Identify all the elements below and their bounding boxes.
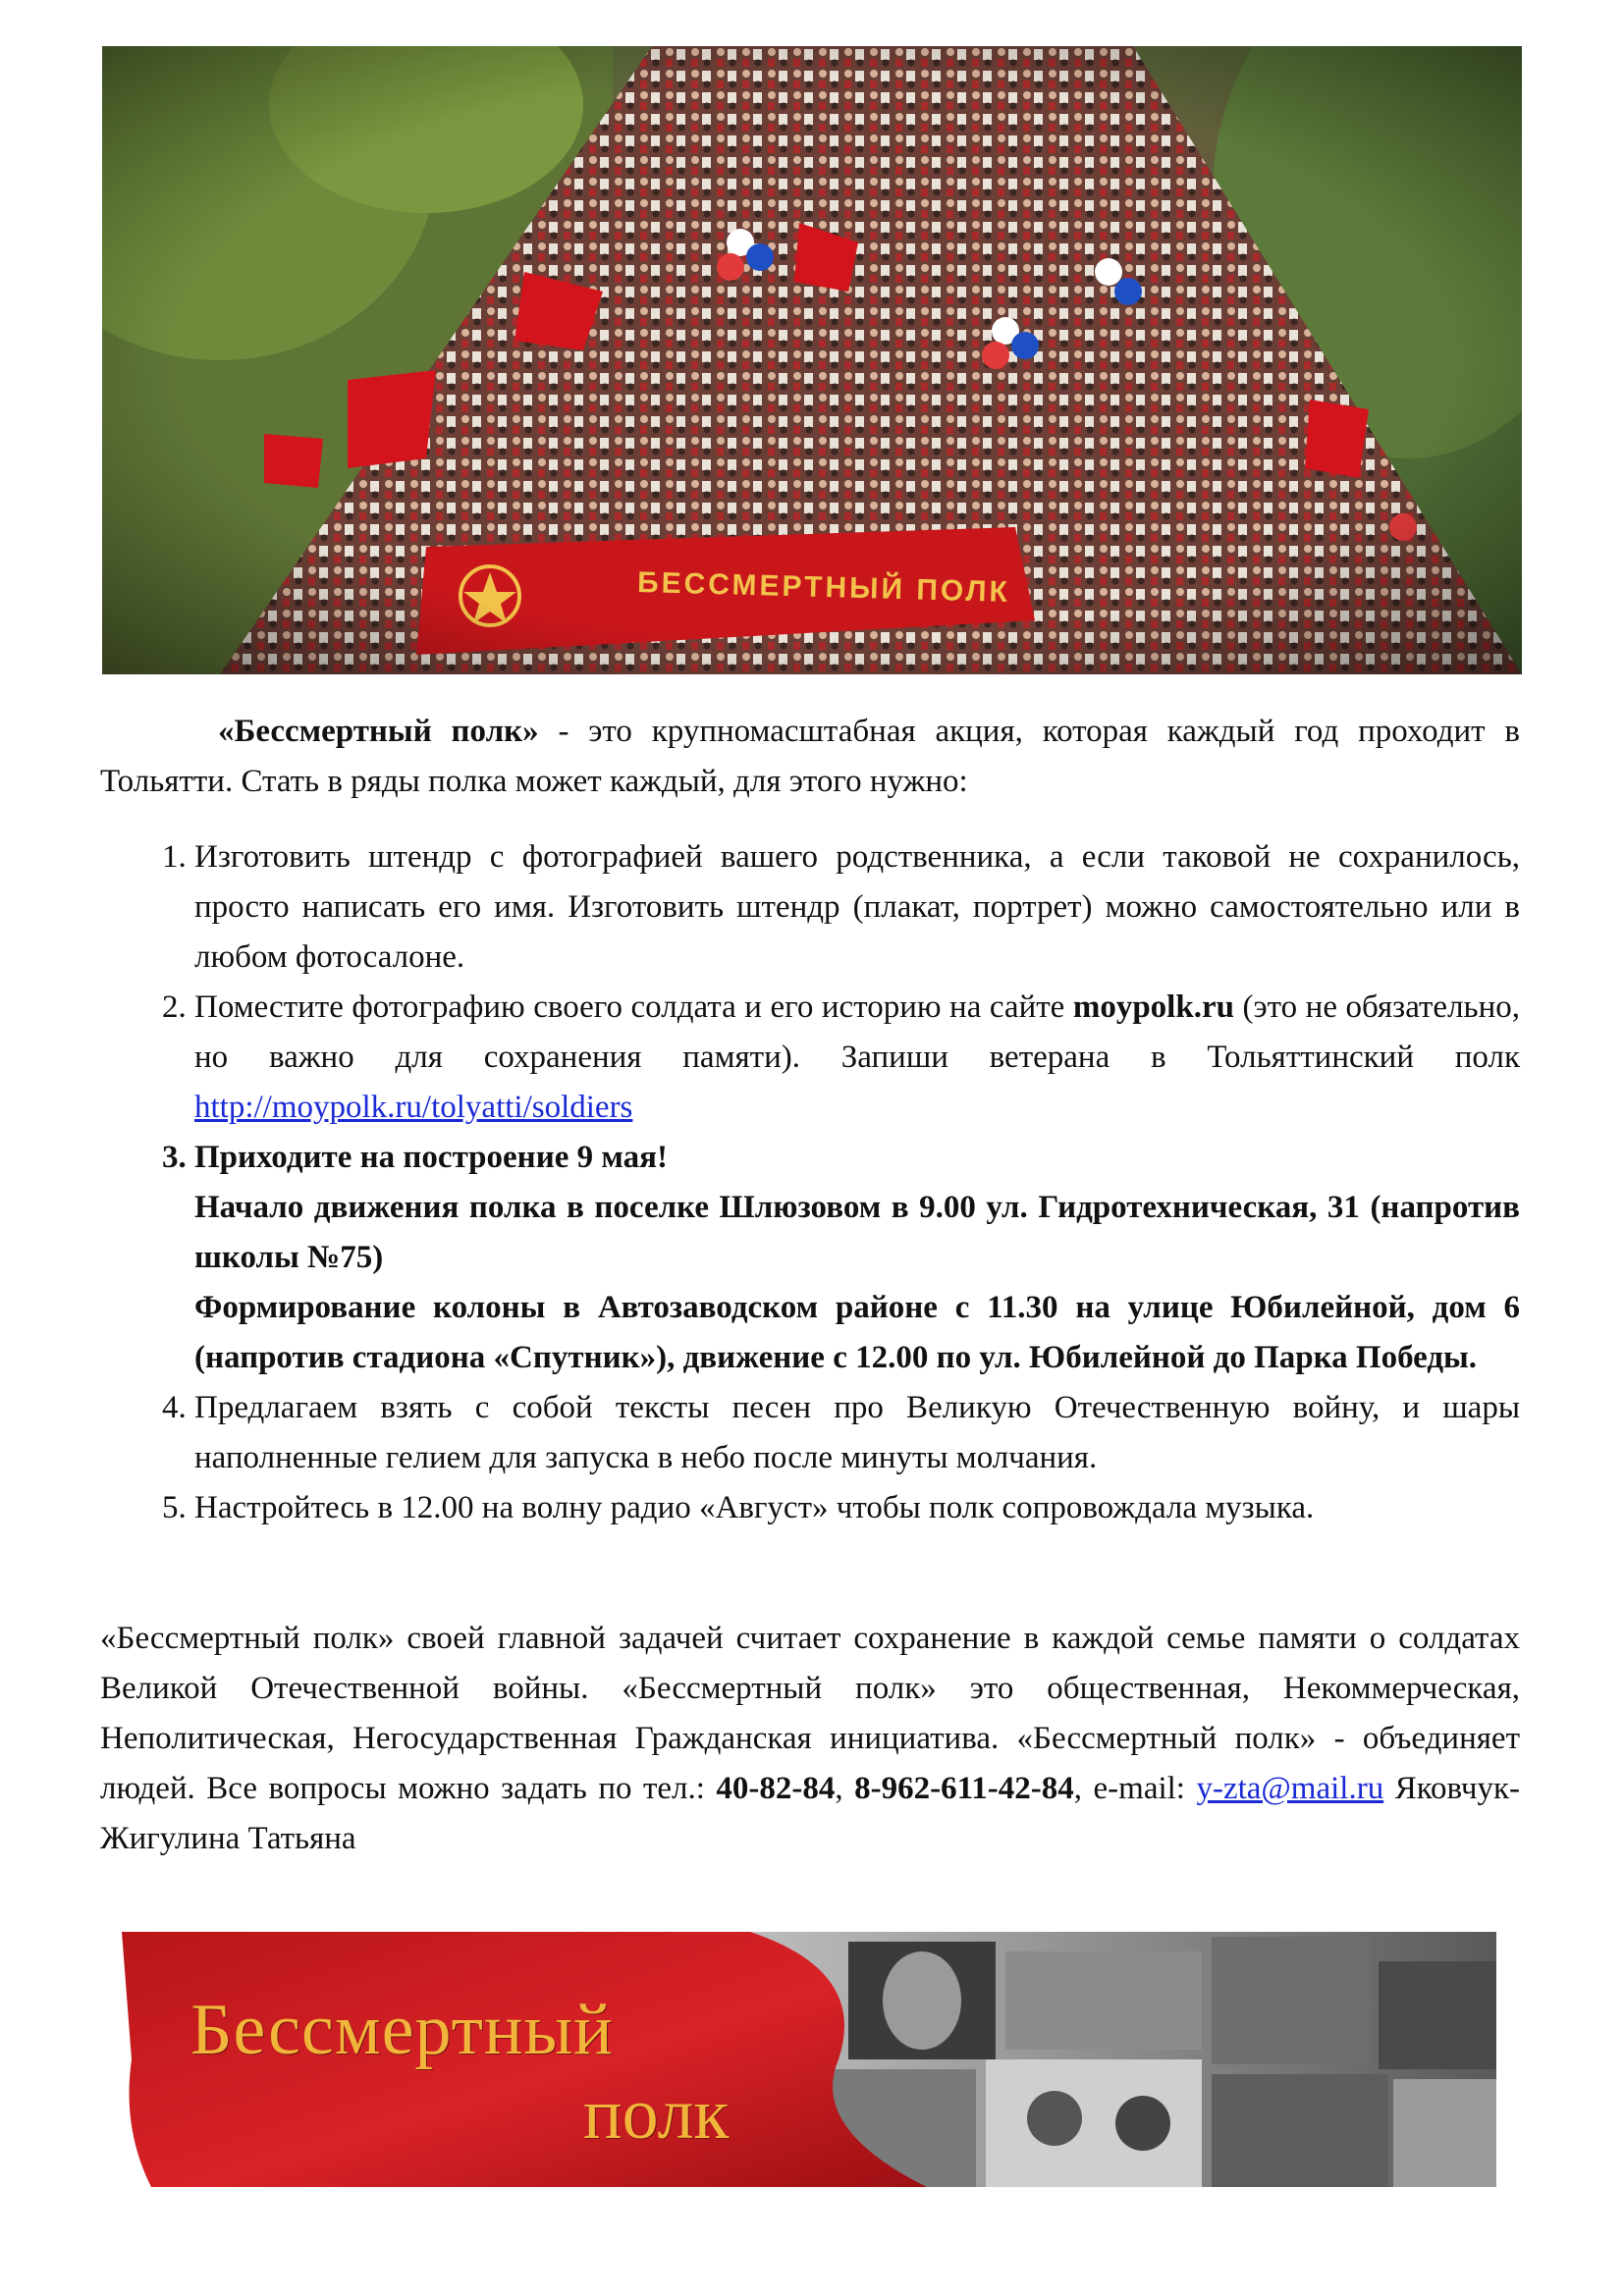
phone-2: 8-962-611-42-84 <box>854 1771 1074 1806</box>
intro-text: - это крупномасштабная акция, которая каждый год проходит в Тольятти. Стать в ряды полка может каждый, для этого нужно: <box>100 714 1520 799</box>
separator: , <box>835 1771 855 1806</box>
closing-paragraph <box>100 1614 1520 1864</box>
phone-1: 40-82-84 <box>716 1771 836 1806</box>
site-name: moypolk.ru <box>1072 989 1234 1025</box>
banner-text: БЕССМЕРТНЫЙ ПОЛК <box>636 566 1011 609</box>
list-item <box>194 983 1520 1133</box>
step-2-text-cont: (это не обязательно, но важно для сохранения памяти). Запиши ветерана в Тольяттинский полк <box>194 989 1520 1075</box>
soldiers-link[interactable]: http://moypolk.ru/tolyatti/soldiers <box>194 1090 633 1125</box>
step-5-text: Настройтесь в 12.00 на волну радио «Август» чтобы полк сопровождала музыка. <box>194 1490 1315 1525</box>
email-link[interactable]: y-zta@mail.ru <box>1196 1771 1384 1806</box>
email-label: , e-mail: <box>1073 1771 1197 1806</box>
footer-subtitle: полк <box>583 2074 730 2155</box>
step-3-formation: Формирование колоны в Автозаводском районе с 11.30 на улице Юбилейной, дом 6 (напротив стадиона «Спутник»), движение с 12.00 по ул. Юбилейной до Парка Победы. <box>194 1290 1520 1375</box>
list-item <box>194 1383 1520 1483</box>
list-item <box>194 1133 1520 1383</box>
step-1-text: Изготовить штендр с фотографией вашего родственника, а если таковой не сохранилось, просто написать его имя. Изготовить штендр (плакат, портрет) можно самостоятельно или в любом фотосалоне. <box>194 839 1520 975</box>
footer-title: Бессмертный <box>190 1990 614 2070</box>
march-photo <box>102 46 1522 674</box>
step-4-text: Предлагаем взять с собой тексты песен про Великую Отечественную войну, и шары наполненные гелием для запуска в небо после минуты молчания. <box>194 1390 1520 1475</box>
step-3-start: Начало движения полка в поселке Шлюзовом в 9.00 ул. Гидротехническая, 31 (напротив школы №75) <box>194 1190 1520 1275</box>
intro-paragraph <box>100 707 1520 807</box>
steps-list <box>100 832 1520 1533</box>
footer-banner <box>122 1932 1496 2187</box>
list-item <box>194 832 1520 983</box>
step-2-text: Поместите фотографию своего солдата и его историю на сайте <box>194 989 1073 1025</box>
intro-lead: «Бессмертный полк» <box>218 714 539 749</box>
list-item <box>194 1483 1520 1533</box>
step-3-heading: 3. Приходите на построение 9 мая! <box>194 1140 668 1175</box>
contact-name: Яковчук-Жигулина Татьяна <box>100 1771 1520 1856</box>
closing-text: «Бессмертный полк» своей главной задачей считает сохранение в каждой семье памяти о солдатах Великой Отечественной войны. «Бессмертный полк» это общественная, Некоммерческая, Неполитическая, Негосударственная Гражданская инициатива. «Бессмертный полк» - объединяет людей. Все вопросы можно задать по тел.: <box>100 1621 1520 1806</box>
